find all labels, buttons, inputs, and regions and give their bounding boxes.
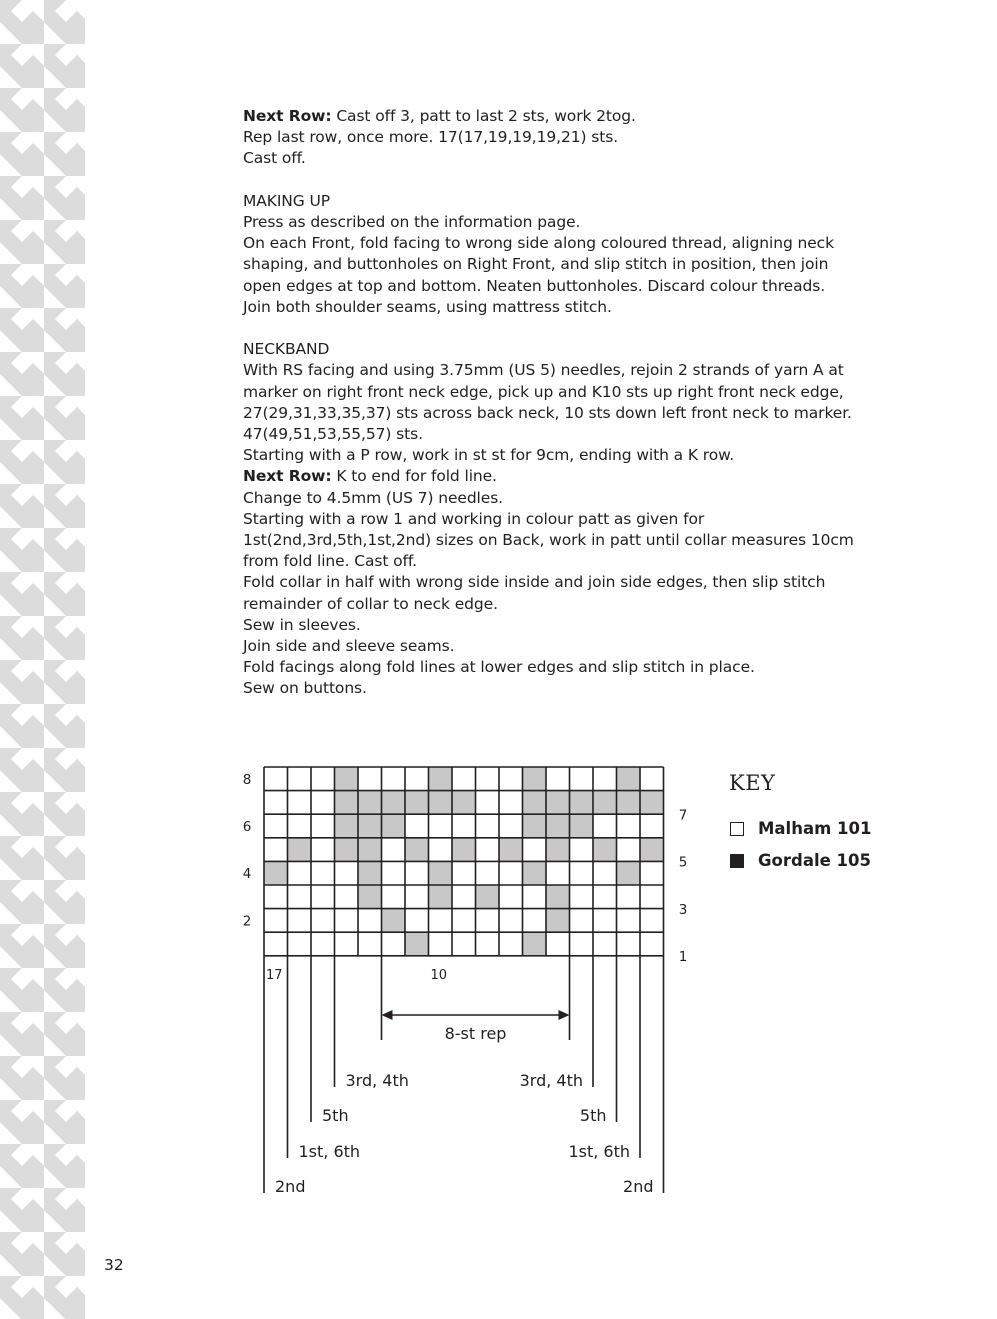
chart-cell: [288, 838, 312, 862]
chart-cell: [617, 885, 641, 909]
chart-cell: [546, 909, 570, 933]
chart-cell: [405, 791, 429, 815]
chart-cell: [335, 909, 359, 933]
chart-cell: [499, 885, 523, 909]
chart-cell: [476, 838, 500, 862]
chart-cell: [358, 791, 382, 815]
chart-cell: [358, 814, 382, 838]
chart-cell: [452, 909, 476, 933]
chart-cell: [358, 838, 382, 862]
text-line: Sew in sleeves.: [243, 615, 361, 634]
chart-cell: [523, 885, 547, 909]
chart-cell: [382, 767, 406, 791]
chart-cell: [452, 932, 476, 956]
chart-cell: [499, 932, 523, 956]
chart-cell: [452, 861, 476, 885]
chart-cell: [382, 861, 406, 885]
chart-cell: [311, 814, 335, 838]
chart-cell: [452, 814, 476, 838]
chart-cell: [405, 838, 429, 862]
chart-cell: [429, 861, 453, 885]
chart-cell: [593, 814, 617, 838]
chart-cell: [593, 861, 617, 885]
chart-cell: [452, 767, 476, 791]
chart-cell: [335, 838, 359, 862]
size-label: 1st, 6th: [568, 1142, 630, 1161]
chart-cell: [335, 814, 359, 838]
stitch-label: 17: [266, 968, 283, 983]
size-label: 3rd, 4th: [519, 1071, 583, 1090]
chart-cell: [617, 814, 641, 838]
row-label: 1: [678, 949, 688, 965]
chart-cell: [499, 814, 523, 838]
size-label: 5th: [579, 1106, 607, 1125]
chart-cell: [476, 909, 500, 933]
chart-cell: [499, 767, 523, 791]
chart-cell: [288, 814, 312, 838]
chart-cell: [640, 885, 664, 909]
repeat-label: 8-st rep: [444, 1024, 507, 1043]
chart-cell: [523, 838, 547, 862]
chart-cell: [264, 814, 288, 838]
chart-cell: [264, 932, 288, 956]
swatch-white-icon: [730, 822, 744, 836]
swatch-black-icon: [730, 854, 744, 868]
text-line: Change to 4.5mm (US 7) needles.: [243, 488, 504, 507]
chart-cell: [640, 791, 664, 815]
chart-cell: [452, 838, 476, 862]
chart-cell: [288, 861, 312, 885]
chart-cell: [546, 861, 570, 885]
chart-cell: [429, 932, 453, 956]
text-line: open edges at top and bottom. Neaten buttonholes. Discard colour threads.: [243, 276, 826, 295]
text-line: Rep last row, once more. 17(17,19,19,19,21) sts.: [243, 128, 619, 147]
chart-cell: [382, 814, 406, 838]
chart-cell: [452, 885, 476, 909]
row-label: 5: [678, 854, 688, 871]
chart-cell: [335, 885, 359, 909]
chart-cell: [593, 932, 617, 956]
chart-cell: [640, 767, 664, 791]
chart-cell: [264, 909, 288, 933]
chart-cell: [523, 767, 547, 791]
chart-cell: [476, 791, 500, 815]
chart-cell: [640, 814, 664, 838]
chart-cell: [358, 909, 382, 933]
page-number: 32: [104, 1256, 124, 1274]
row-label: 7: [678, 807, 688, 824]
text-line: NECKBAND: [243, 340, 330, 359]
chart-cell: [593, 909, 617, 933]
chart-cell: [640, 932, 664, 956]
text-line: 1st(2nd,3rd,5th,1st,2nd) sizes on Back, work in patt until collar measures 10cm: [243, 531, 854, 550]
chart-cell: [570, 932, 594, 956]
chart-cell: [546, 814, 570, 838]
chart-cell: [429, 909, 453, 933]
key-title: KEY: [729, 771, 776, 795]
chart-cell: [429, 814, 453, 838]
text-line: With RS facing and using 3.75mm (US 5) needles, rejoin 2 strands of yarn A at: [243, 361, 844, 380]
chart-cell: [640, 838, 664, 862]
chart-cell: [476, 861, 500, 885]
chart-cell: [405, 767, 429, 791]
chart-cell: [546, 932, 570, 956]
chart-cell: [311, 861, 335, 885]
arrow-right-icon: [559, 1010, 570, 1020]
chart-cell: [476, 885, 500, 909]
text-line: Fold facings along fold lines at lower edges and slip stitch in place.: [243, 658, 755, 677]
chart-cell: [288, 909, 312, 933]
arrow-left-icon: [382, 1010, 393, 1020]
chart-cell: [288, 767, 312, 791]
chart-cell: [546, 791, 570, 815]
chart-cell: [593, 838, 617, 862]
chart-cell: [264, 885, 288, 909]
text-line: 27(29,31,33,35,37) sts across back neck, 10 sts down left front neck to marker.: [243, 403, 852, 422]
text-line: Join both shoulder seams, using mattress stitch.: [243, 297, 612, 316]
size-label: 3rd, 4th: [345, 1071, 409, 1090]
chart-cell: [593, 791, 617, 815]
chart-cell: [617, 932, 641, 956]
chart-cell: [358, 885, 382, 909]
chart-cell: [335, 791, 359, 815]
chart-cell: [382, 791, 406, 815]
row-label: 3: [678, 901, 688, 918]
text-line: MAKING UP: [243, 191, 331, 210]
text-line: Press as described on the information page.: [243, 213, 581, 231]
chart-cell: [335, 861, 359, 885]
chart-cell: [288, 791, 312, 815]
chart-cell: [546, 885, 570, 909]
chart-cell: [546, 767, 570, 791]
chart-cell: [640, 861, 664, 885]
chart-cell: [405, 885, 429, 909]
chart-cell: [570, 767, 594, 791]
chart-cell: [523, 791, 547, 815]
chart-cell: [617, 767, 641, 791]
size-label: 5th: [322, 1106, 349, 1125]
text-line: Starting with a row 1 and working in colour patt as given for: [243, 509, 705, 528]
chart-cell: [476, 767, 500, 791]
text-line: On each Front, fold facing to wrong side along coloured thread, aligning neck: [243, 234, 834, 253]
row-label: 8: [242, 771, 252, 788]
size-label: 1st, 6th: [298, 1142, 361, 1161]
chart-cell: [335, 767, 359, 791]
chart-cell: [382, 885, 406, 909]
row-label: 4: [242, 866, 252, 883]
chart-cell: [617, 909, 641, 933]
size-label: 2nd: [275, 1177, 306, 1196]
text-line: Join side and sleeve seams.: [243, 637, 455, 656]
chart-cell: [523, 932, 547, 956]
chart-cell: [405, 909, 429, 933]
stitch-label: 10: [430, 968, 448, 983]
chart-cell: [499, 838, 523, 862]
chart-cell: [311, 932, 335, 956]
chart-cell: [617, 838, 641, 862]
chart-cell: [311, 838, 335, 862]
chart-cell: [476, 814, 500, 838]
chart-cell: [523, 814, 547, 838]
chart-cell: [593, 767, 617, 791]
chart-cell: [382, 909, 406, 933]
chart-cell: [358, 861, 382, 885]
row-heading: Next Row:: [243, 107, 332, 125]
chart-cell: [288, 932, 312, 956]
text-line: Next Row: K to end for fold line.: [243, 467, 497, 486]
chart-cell: [640, 909, 664, 933]
chart-cell: [358, 767, 382, 791]
chart-cell: [264, 767, 288, 791]
text-line: Next Row: Cast off 3, patt to last 2 sts, work 2tog.: [243, 107, 636, 125]
chart-cell: [476, 932, 500, 956]
key-label: Malham 101: [758, 819, 872, 838]
chart-cell: [405, 814, 429, 838]
chart-cell: [429, 838, 453, 862]
chart-cell: [617, 861, 641, 885]
size-label: 2nd: [623, 1177, 654, 1196]
text-line: Fold collar in half with wrong side inside and join side edges, then slip stitch: [243, 573, 826, 592]
text-line: Cast off.: [243, 149, 306, 168]
chart-cell: [311, 767, 335, 791]
chart-cell: [570, 861, 594, 885]
chart-cell: [523, 861, 547, 885]
chart-cell: [570, 885, 594, 909]
chart-cell: [264, 861, 288, 885]
text-line: Sew on buttons.: [243, 679, 367, 698]
chart-cell: [523, 909, 547, 933]
text-line: remainder of collar to neck edge.: [243, 594, 498, 613]
row-heading: Next Row:: [243, 467, 332, 486]
chart-cell: [311, 885, 335, 909]
chart-cell: [311, 909, 335, 933]
chart-cell: [593, 885, 617, 909]
chart-cell: [382, 932, 406, 956]
chart-cell: [499, 861, 523, 885]
chart-cell: [311, 791, 335, 815]
text-line: shaping, and buttonholes on Right Front, and slip stitch in position, then join: [243, 255, 829, 274]
chart-cell: [570, 909, 594, 933]
chart-cell: [570, 838, 594, 862]
chart-cell: [405, 932, 429, 956]
chart-cell: [499, 909, 523, 933]
chart-cell: [382, 838, 406, 862]
chart-cell: [570, 814, 594, 838]
chart-cell: [335, 932, 359, 956]
key-label: Gordale 105: [758, 851, 871, 870]
text-line: marker on right front neck edge, pick up and K10 sts up right front neck edge,: [243, 382, 844, 401]
chart-cell: [358, 932, 382, 956]
chart-cell: [499, 791, 523, 815]
chart-cell: [264, 838, 288, 862]
text-line: from fold line. Cast off.: [243, 552, 417, 571]
row-label: 6: [242, 819, 252, 835]
chart-cell: [429, 791, 453, 815]
chart-cell: [288, 885, 312, 909]
chart-cell: [264, 791, 288, 815]
chart-cell: [570, 791, 594, 815]
chart-cell: [546, 838, 570, 862]
chart-cell: [617, 791, 641, 815]
chart-cell: [405, 861, 429, 885]
chart-cell: [452, 791, 476, 815]
chart-cell: [429, 885, 453, 909]
text-line: Starting with a P row, work in st st for 9cm, ending with a K row.: [243, 446, 735, 465]
chart-cell: [429, 767, 453, 791]
row-label: 2: [242, 913, 252, 930]
text-line: 47(49,51,53,55,57) sts.: [243, 425, 423, 444]
